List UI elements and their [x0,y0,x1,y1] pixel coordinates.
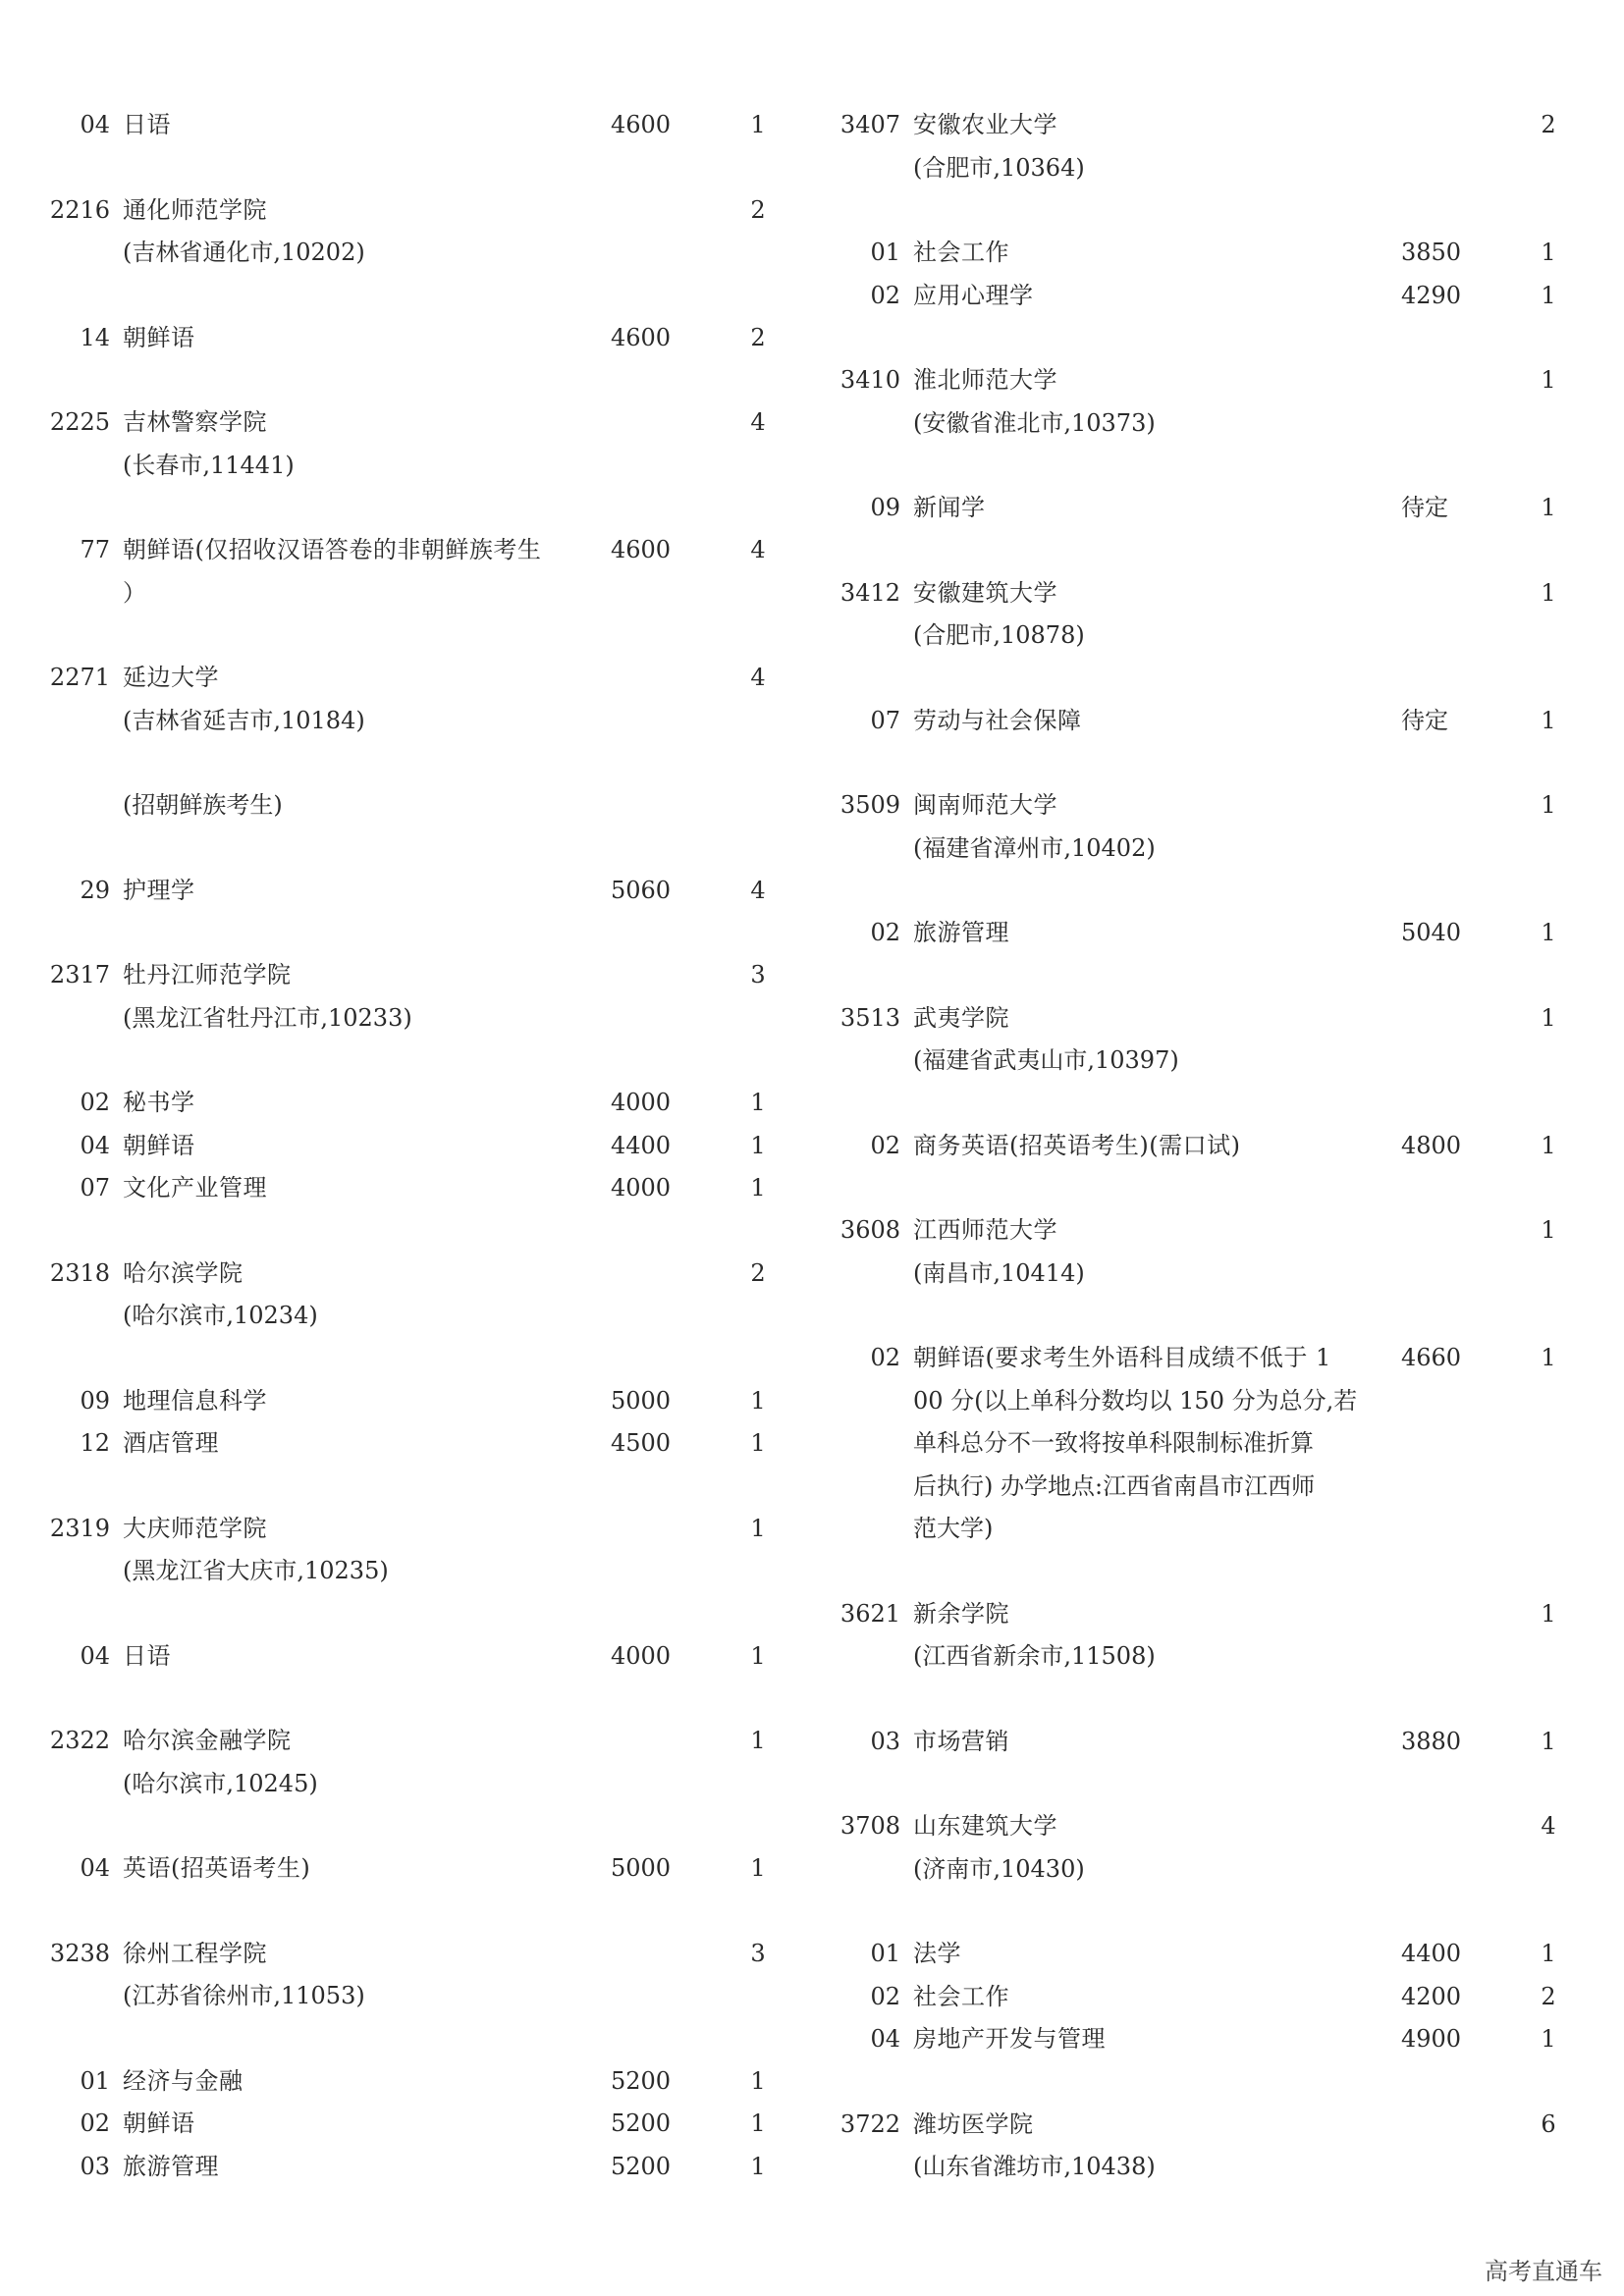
major-name: 日语 [123,1641,171,1670]
major-row [49,870,766,913]
major-code: 02 [870,281,900,309]
major-tuition: 3880 [1401,1727,1462,1755]
school-row [839,1209,1556,1253]
major-code: 09 [80,1386,110,1415]
major-code: 02 [80,2109,110,2137]
major-tuition: 4400 [1401,1940,1462,1967]
school-quota: 1 [1541,578,1556,607]
major-tuition: 4400 [611,1131,672,1159]
left-column [49,104,766,2188]
major-row [839,1125,1556,1168]
major-tuition: 4200 [1401,1982,1462,2010]
major-name: 市场营销 [913,1727,1009,1755]
spacer [49,614,766,657]
school-quota: 1 [750,1727,766,1754]
spacer [839,1167,1556,1209]
note-text: (招朝鲜族考生) [123,791,283,819]
major-name: 旅游管理 [913,919,1009,946]
spacer [49,1805,766,1847]
school-name: 新余学院 [913,1599,1009,1628]
major-quota: 1 [750,1429,766,1457]
school-row [49,401,766,445]
school-row [49,1720,766,1763]
school-location: (山东省潍坊市,10438) [913,2153,1156,2180]
major-quota: 1 [1541,1131,1556,1159]
major-tuition: 4600 [611,111,672,138]
major-tuition: 4500 [611,1429,672,1457]
major-name-continued [839,1508,1556,1551]
major-row [49,1380,766,1423]
major-row [839,912,1556,955]
major-tuition: 5000 [611,1854,672,1882]
school-location-row [839,1253,1556,1296]
major-tuition: 5040 [1401,919,1462,946]
spacer [49,912,766,954]
school-location: (南昌市,10414) [913,1258,1085,1287]
major-name-continued [839,1466,1556,1509]
major-name: 商务英语(招英语考生)(需口试) [913,1131,1241,1159]
school-row [839,1593,1556,1636]
major-row [839,1721,1556,1764]
major-name-continued [49,572,766,615]
major-quota: 1 [750,1854,766,1882]
school-quota: 2 [1541,111,1556,138]
school-location-row [839,828,1556,871]
school-code: 2225 [49,408,110,436]
note-row [49,784,766,828]
major-name: 新闻学 [913,494,986,521]
major-quota: 2 [1541,1982,1556,2010]
spacer [49,147,766,189]
school-name: 江西师范大学 [913,1216,1057,1244]
major-quota: 4 [750,536,766,563]
school-code: 3621 [839,1599,900,1628]
major-name-line: ） [123,578,146,607]
major-code: 02 [870,1131,900,1159]
major-name: 文化产业管理 [123,1174,267,1201]
school-location-row [839,614,1556,658]
major-row [839,487,1556,530]
major-tuition: 4600 [611,323,672,351]
major-name: 朝鲜语(仅招收汉语答卷的非朝鲜族考生 [123,536,542,563]
major-code: 12 [80,1429,110,1457]
major-code: 01 [870,239,900,266]
spacer [49,487,766,529]
major-quota: 1 [1541,2025,1556,2053]
school-location-row [49,1295,766,1338]
school-location: (合肥市,10878) [913,621,1085,649]
major-tuition: 4800 [1401,1131,1462,1159]
major-quota: 1 [750,2066,766,2095]
major-code: 77 [80,536,110,563]
school-code: 3608 [839,1216,900,1244]
major-quota: 1 [750,1641,766,1670]
school-code: 2317 [49,961,110,988]
school-row [49,1253,766,1296]
school-code: 3509 [839,791,900,819]
major-row [839,275,1556,318]
school-quota: 3 [750,1939,766,1967]
major-name-continued [839,1422,1556,1466]
major-tuition: 5200 [611,2152,672,2180]
spacer [49,1891,766,1933]
major-code: 09 [870,494,900,521]
major-name: 经济与金融 [123,2066,244,2095]
school-quota: 2 [750,1258,766,1287]
school-row [49,954,766,997]
major-name: 朝鲜语(要求考生外语科目成绩不低于 1 [913,1344,1331,1371]
school-location-row [49,445,766,488]
major-row [49,104,766,147]
school-location: (福建省武夷山市,10397) [913,1046,1179,1074]
school-row [49,657,766,700]
spacer [839,1295,1556,1337]
major-name: 护理学 [123,876,195,904]
major-quota: 1 [750,2109,766,2137]
major-code: 02 [80,1089,110,1116]
spacer [49,359,766,401]
school-code: 3722 [839,2109,900,2138]
school-code: 2322 [49,1727,110,1754]
school-quota: 6 [1541,2109,1556,2138]
school-quota: 1 [1541,366,1556,394]
school-code: 2318 [49,1258,110,1287]
spacer [839,955,1556,997]
school-location-row [49,1550,766,1593]
major-name: 酒店管理 [123,1429,219,1457]
major-code: 01 [80,2066,110,2095]
major-name: 社会工作 [913,1982,1009,2010]
spacer [49,828,766,870]
school-location-row [49,1763,766,1806]
major-quota: 1 [1541,239,1556,266]
major-name: 朝鲜语 [123,2109,195,2137]
major-quota: 1 [750,1131,766,1159]
major-name: 应用心理学 [913,281,1034,309]
school-row [839,2104,1556,2147]
major-code: 02 [870,1344,900,1371]
school-code: 2271 [49,664,110,691]
spacer [49,1678,766,1720]
school-row [839,572,1556,615]
spacer [839,1891,1556,1933]
major-row [49,2060,766,2104]
major-name-line: 单科总分不一致将按单科限制标准折算 [913,1429,1314,1457]
spacer [839,1679,1556,1721]
spacer [839,1763,1556,1805]
major-code: 04 [870,2025,900,2053]
school-row [839,104,1556,147]
school-name: 武夷学院 [913,1003,1009,1032]
major-name: 朝鲜语 [123,1131,195,1159]
major-code: 03 [80,2152,110,2180]
major-quota: 1 [1541,1727,1556,1755]
school-location-row [49,997,766,1041]
school-code: 2216 [49,195,110,224]
major-row [49,1167,766,1210]
school-location: (哈尔滨市,10245) [123,1769,318,1797]
school-name: 徐州工程学院 [123,1939,267,1967]
major-quota: 4 [750,876,766,904]
spacer [49,1040,766,1082]
major-code: 01 [870,1940,900,1967]
major-name: 地理信息科学 [123,1386,267,1415]
major-quota: 1 [1541,1940,1556,1967]
major-code: 04 [80,1854,110,1882]
school-name: 安徽农业大学 [913,111,1057,138]
watermark-footer: 高考直通车 [1485,2258,1602,2285]
major-name: 秘书学 [123,1089,195,1116]
school-quota: 3 [750,961,766,988]
major-name: 社会工作 [913,239,1009,266]
major-row [839,1976,1556,2019]
major-name-line: 后执行) 办学地点:江西省南昌市江西师 [913,1471,1316,1500]
spacer [49,1338,766,1380]
major-code: 04 [80,111,110,138]
school-name: 安徽建筑大学 [913,578,1057,607]
right-column [839,104,1556,2189]
school-row [49,189,766,233]
spacer [839,870,1556,912]
school-quota: 4 [750,408,766,436]
school-name: 闽南师范大学 [913,791,1057,819]
school-location: (江苏省徐州市,11053) [123,1982,365,2009]
major-tuition: 4000 [611,1089,672,1116]
major-name: 劳动与社会保障 [913,706,1082,734]
major-row [839,1337,1556,1380]
major-row [49,1082,766,1125]
school-row [839,359,1556,402]
school-name: 延边大学 [123,664,219,691]
school-name: 淮北师范大学 [913,366,1057,394]
major-row [839,2018,1556,2061]
school-code: 3238 [49,1939,110,1967]
major-tuition: 4600 [611,536,672,563]
school-location-row [839,402,1556,446]
school-name: 吉林警察学院 [123,408,267,436]
major-tuition: 3850 [1401,239,1462,266]
major-row [49,1125,766,1168]
school-row [49,1508,766,1551]
major-name: 法学 [913,1940,961,1967]
school-name: 大庆师范学院 [123,1514,267,1542]
school-location-row [839,147,1556,190]
major-quota: 1 [750,1089,766,1116]
school-code: 3513 [839,1003,900,1032]
major-row [49,529,766,572]
major-name: 房地产开发与管理 [913,2025,1106,2053]
school-location: (长春市,11441) [123,451,295,479]
major-tuition: 4900 [1401,2025,1462,2053]
school-quota: 4 [750,664,766,691]
major-quota: 1 [1541,1344,1556,1371]
school-location-row [839,1848,1556,1892]
major-row [49,2146,766,2189]
major-code: 02 [870,919,900,946]
major-quota: 1 [1541,281,1556,309]
major-row [839,1933,1556,1976]
school-location-row [49,1975,766,2018]
major-name-line: 00 分(以上单科分数均以 150 分为总分,若 [913,1386,1358,1415]
major-quota: 1 [750,111,766,138]
major-code: 07 [80,1174,110,1201]
school-location-row [839,1635,1556,1679]
school-code: 3708 [839,1812,900,1840]
major-code: 07 [870,706,900,734]
spacer [839,445,1556,487]
spacer [839,317,1556,359]
school-name: 通化师范学院 [123,195,267,224]
major-name: 英语(招英语考生) [123,1854,311,1882]
school-quota: 4 [1541,1812,1556,1840]
spacer [49,1593,766,1635]
major-tuition: 待定 [1401,494,1448,521]
school-code: 2319 [49,1514,110,1542]
school-location-row [49,700,766,743]
school-row [839,784,1556,828]
school-location: (黑龙江省牡丹江市,10233) [123,1003,412,1032]
major-tuition: 4290 [1401,281,1462,309]
spacer [839,530,1556,572]
major-tuition: 5200 [611,2066,672,2095]
school-code: 3407 [839,111,900,138]
school-quota: 1 [750,1514,766,1542]
school-name: 哈尔滨学院 [123,1258,244,1287]
school-quota: 1 [1541,791,1556,819]
major-row [49,1635,766,1679]
school-location: (吉林省延吉市,10184) [123,706,365,734]
major-code: 02 [870,1982,900,2010]
spacer [839,189,1556,232]
school-quota: 1 [1541,1216,1556,1244]
school-code: 3410 [839,366,900,394]
school-location: (福建省漳州市,10402) [913,833,1156,862]
school-location: (哈尔滨市,10234) [123,1302,318,1329]
school-row [839,1805,1556,1848]
major-name: 日语 [123,111,171,138]
spacer [839,742,1556,784]
major-row [49,317,766,360]
major-row [49,2103,766,2146]
major-code: 04 [80,1641,110,1670]
school-quota: 1 [1541,1599,1556,1628]
school-name: 牡丹江师范学院 [123,961,292,988]
spacer [49,742,766,784]
school-location: (安徽省淮北市,10373) [913,408,1156,437]
spacer [49,275,766,317]
major-quota: 1 [750,1174,766,1201]
school-location: (江西省新余市,11508) [913,1642,1156,1670]
school-name: 山东建筑大学 [913,1812,1057,1840]
school-location-row [839,2146,1556,2189]
major-row [49,1847,766,1891]
major-tuition: 4000 [611,1174,672,1201]
major-tuition: 5200 [611,2109,672,2137]
major-name: 朝鲜语 [123,323,195,351]
spacer [839,658,1556,700]
major-name-line: 范大学) [913,1515,994,1542]
major-tuition: 4660 [1401,1344,1462,1371]
school-quota: 1 [1541,1003,1556,1032]
major-code: 04 [80,1131,110,1159]
spacer [839,1083,1556,1125]
spacer [49,1210,766,1253]
school-location: (济南市,10430) [913,1854,1085,1883]
school-name: 潍坊医学院 [913,2109,1034,2138]
school-location-row [839,1040,1556,1083]
spacer [49,2018,766,2060]
major-quota: 1 [1541,706,1556,734]
major-quota: 1 [1541,919,1556,946]
major-tuition: 待定 [1401,706,1448,734]
school-location-row [49,232,766,275]
school-location: (黑龙江省大庆市,10235) [123,1557,389,1584]
major-row [839,700,1556,743]
school-row [839,997,1556,1041]
school-name: 哈尔滨金融学院 [123,1727,292,1754]
major-quota: 1 [750,2152,766,2180]
school-quota: 2 [750,195,766,224]
school-code: 3412 [839,578,900,607]
major-quota: 1 [1541,494,1556,521]
major-code: 03 [870,1727,900,1755]
spacer [839,2061,1556,2104]
major-code: 14 [80,323,110,351]
major-row [839,232,1556,275]
major-tuition: 5060 [611,876,672,904]
school-location: (合肥市,10364) [913,153,1085,182]
major-tuition: 4000 [611,1641,672,1670]
major-code: 29 [80,876,110,904]
major-row [49,1422,766,1466]
major-quota: 1 [750,1386,766,1415]
spacer [839,1551,1556,1593]
major-name: 旅游管理 [123,2152,219,2180]
major-name-continued [839,1380,1556,1423]
school-location: (吉林省通化市,10202) [123,239,365,266]
spacer [49,1466,766,1508]
school-row [49,1933,766,1976]
major-quota: 2 [750,323,766,351]
major-tuition: 5000 [611,1386,672,1415]
